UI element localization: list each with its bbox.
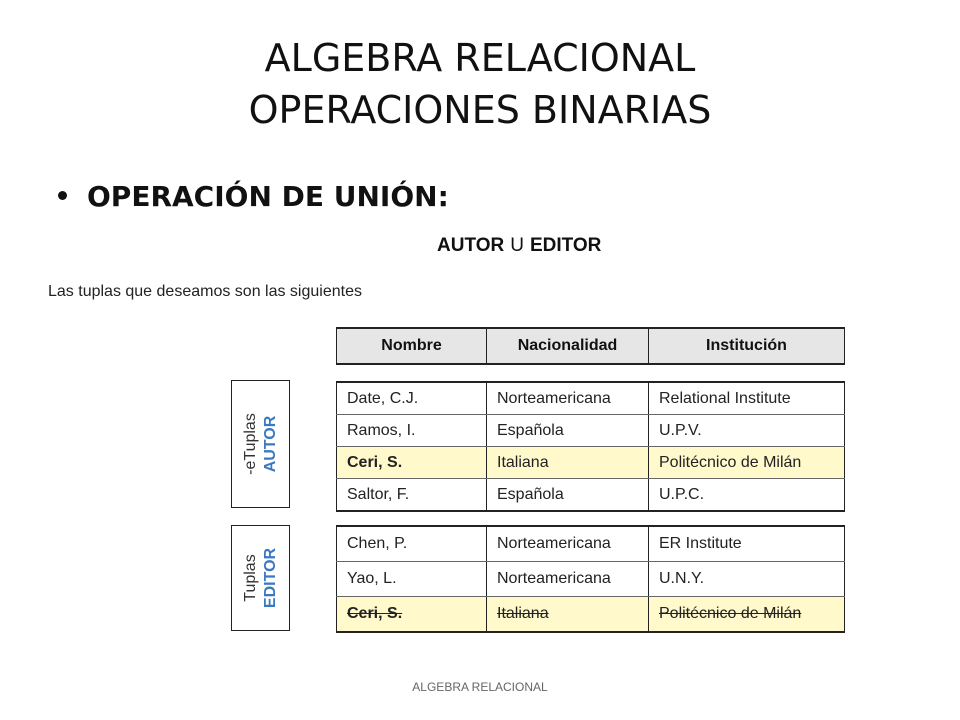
union-symbol: U [510, 235, 524, 256]
table-row [337, 562, 845, 597]
autor-table [336, 381, 845, 512]
operand-autor: AUTOR [437, 235, 505, 256]
cell-institucion: U.P.V. [649, 415, 845, 447]
cell-institucion: Politécnico de Milán [649, 447, 845, 479]
slide-footer: ALGEBRA RELACIONAL [412, 680, 548, 694]
cell-nacionalidad: Española [487, 415, 649, 447]
cell-institucion: ER Institute [649, 526, 845, 562]
bullet-item [58, 180, 449, 213]
editor-label-line2: EDITOR [261, 547, 279, 609]
operand-editor: EDITOR [529, 235, 602, 256]
table-row [337, 479, 845, 512]
cell-nombre: Ceri, S. [337, 447, 487, 479]
cell-nacionalidad: Española [487, 479, 649, 512]
table-row [337, 415, 845, 447]
cell-institucion: U.P.C. [649, 479, 845, 512]
column-header-nacionalidad: Nacionalidad [487, 328, 649, 364]
cell-nacionalidad: Norteamericana [487, 526, 649, 562]
table-row-duplicate-struck [337, 597, 845, 633]
bullet-text: OPERACIÓN DE UNIÓN: [87, 180, 449, 213]
cell-nombre: Ramos, I. [337, 415, 487, 447]
cell-nombre: Date, C.J. [337, 382, 487, 415]
cell-institucion: Relational Institute [649, 382, 845, 415]
cell-institucion: U.N.Y. [649, 562, 845, 597]
header-row [337, 328, 845, 364]
editor-label-line1: Tuplas [241, 554, 259, 602]
table-row [337, 382, 845, 415]
table-row [337, 526, 845, 562]
table-row-highlighted [337, 447, 845, 479]
column-header-institucion: Institución [649, 328, 845, 364]
cell-nacionalidad: Italiana [487, 597, 649, 633]
cell-institucion: Politécnico de Milán [649, 597, 845, 633]
cell-nacionalidad: Norteamericana [487, 562, 649, 597]
union-expression [437, 235, 601, 257]
cell-nombre: Yao, L. [337, 562, 487, 597]
cell-nacionalidad: Norteamericana [487, 382, 649, 415]
column-header-nombre: Nombre [337, 328, 487, 364]
cell-nombre: Chen, P. [337, 526, 487, 562]
cell-nombre: Saltor, F. [337, 479, 487, 512]
autor-label-line1: -eTuplas [241, 413, 259, 475]
cell-nacionalidad: Italiana [487, 447, 649, 479]
title-line-2: OPERACIONES BINARIAS [248, 88, 712, 132]
autor-label-line2: AUTOR [261, 415, 279, 473]
editor-table [336, 525, 845, 633]
header-table [336, 327, 845, 365]
editor-tuples-label [231, 525, 290, 631]
intro-text: Las tuplas que deseamos son las siguientes [48, 283, 362, 300]
bullet-dot-icon [58, 191, 67, 200]
cell-nombre: Ceri, S. [337, 597, 487, 633]
title-line-1: ALGEBRA RELACIONAL [264, 36, 696, 80]
slide-title [0, 32, 960, 136]
autor-tuples-label [231, 380, 290, 508]
